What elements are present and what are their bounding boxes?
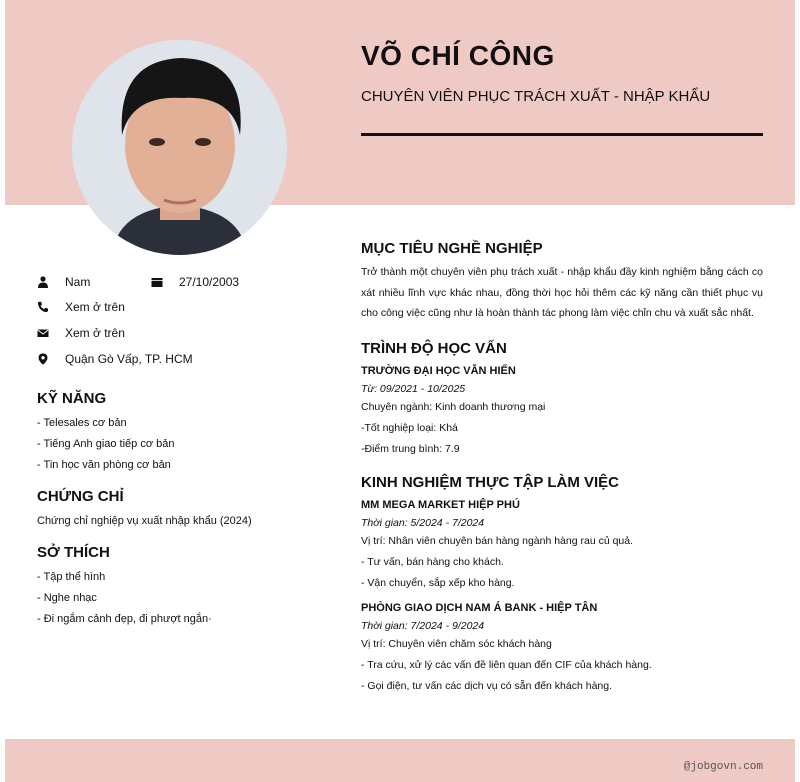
objective-section (361, 240, 763, 324)
job-line: Vị trí: Nhân viên chuyên bán hàng ngành hàng rau củ quả. (361, 534, 634, 547)
job-line: - Tra cứu, xử lý các vấn đề liên quan đến CIF của khách hàng. (361, 658, 652, 671)
job-line: Vị trí: Chuyên viên chăm sóc khách hàng (361, 637, 552, 650)
hobbies-title: SỞ THÍCH (37, 544, 110, 561)
education-line: -Điểm trung bình: 7.9 (361, 442, 460, 455)
education-line: -Tốt nghiệp loại: Khá (361, 421, 458, 434)
phone-icon (37, 301, 49, 313)
left-column (37, 272, 337, 630)
birthday-row (151, 275, 239, 289)
footer-band (5, 739, 795, 782)
profile-photo (72, 40, 287, 255)
candidate-name: VÕ CHÍ CÔNG (361, 40, 555, 71)
title-divider (361, 133, 763, 136)
certificates-title: CHỨNG CHỈ (37, 488, 124, 505)
email-text: Xem ở trên (65, 326, 125, 340)
cv-page (5, 0, 795, 782)
phone-row (37, 300, 125, 314)
address-row (37, 352, 193, 366)
phone-text: Xem ở trên (65, 300, 125, 314)
objective-title: MỤC TIÊU NGHỀ NGHIỆP (361, 240, 543, 257)
location-pin-icon (37, 353, 49, 365)
job-line: - Gọi điện, tư vấn các dịch vụ có sẵn đến khách hàng. (361, 679, 613, 692)
right-column (361, 240, 763, 697)
job-entry (361, 499, 763, 594)
experience-section (361, 474, 763, 697)
education-period: Từ: 09/2021 - 10/2025 (361, 382, 466, 395)
education-line: Chuyên ngành: Kinh doanh thương mại (361, 400, 546, 413)
job-title: CHUYÊN VIÊN PHỤC TRÁCH XUẤT - NHẬP KHẨU (361, 88, 711, 105)
contact-info (37, 272, 337, 376)
hobby-item: - Đi ngắm cảnh đẹp, đi phượt ngắn· (37, 613, 212, 625)
skill-item: - Tin học văn phòng cơ bản (37, 459, 171, 471)
skills-title: KỸ NĂNG (37, 390, 107, 407)
school-name: TRƯỜNG ĐẠI HỌC VĂN HIẾN (361, 364, 516, 377)
job-period: Thời gian: 7/2024 - 9/2024 (361, 619, 485, 632)
gender-row (37, 275, 90, 289)
hobby-item: - Nghe nhạc (37, 592, 97, 604)
skill-item: - Telesales cơ bản (37, 417, 127, 429)
hobbies-section (37, 544, 337, 630)
job-line: - Tư vấn, bán hàng cho khách. (361, 555, 504, 568)
objective-text: Trở thành một chuyên viên phụ trách xuất - nhập khẩu đầy kinh nghiệm bằng cách cọ xát nhiều lĩnh vực khác nhau, đồng thời học hỏi thêm các kỹ năng cần thiết phục vụ cho công việc cũng như là hoàn thành tác phong làm việc chỉn chu và xuất sắc nhất. (361, 266, 763, 319)
email-row (37, 326, 125, 340)
certificates-section (37, 488, 337, 532)
experience-title: KINH NGHIỆM THỰC TẬP LÀM VIỆC (361, 473, 620, 491)
job-entry (361, 602, 763, 697)
skills-section (37, 390, 337, 476)
gender-text: Nam (65, 275, 91, 289)
hobby-item: - Tập thể hình (37, 571, 106, 583)
calendar-icon (151, 276, 163, 288)
mail-icon (37, 327, 49, 339)
profile-photo-image (72, 40, 287, 255)
education-section (361, 340, 763, 460)
footer-watermark: @jobgovn.com (683, 761, 763, 773)
skill-item: - Tiếng Anh giao tiếp cơ bản (37, 438, 175, 450)
address-text: Quận Gò Vấp, TP. HCM (65, 352, 193, 366)
certificate-item: Chứng chỉ nghiệp vụ xuất nhập khẩu (2024) (37, 515, 252, 527)
job-period: Thời gian: 5/2024 - 7/2024 (361, 516, 485, 529)
birthday-text: 27/10/2003 (179, 275, 240, 289)
education-title: TRÌNH ĐỘ HỌC VẤN (361, 339, 507, 357)
company-name: MM MEGA MARKET HIỆP PHÚ (361, 498, 520, 511)
company-name: PHÒNG GIAO DỊCH NAM Á BANK - HIỆP TÂN (361, 601, 598, 614)
person-icon (37, 276, 49, 288)
job-line: - Vận chuyển, sắp xếp kho hàng. (361, 576, 515, 589)
